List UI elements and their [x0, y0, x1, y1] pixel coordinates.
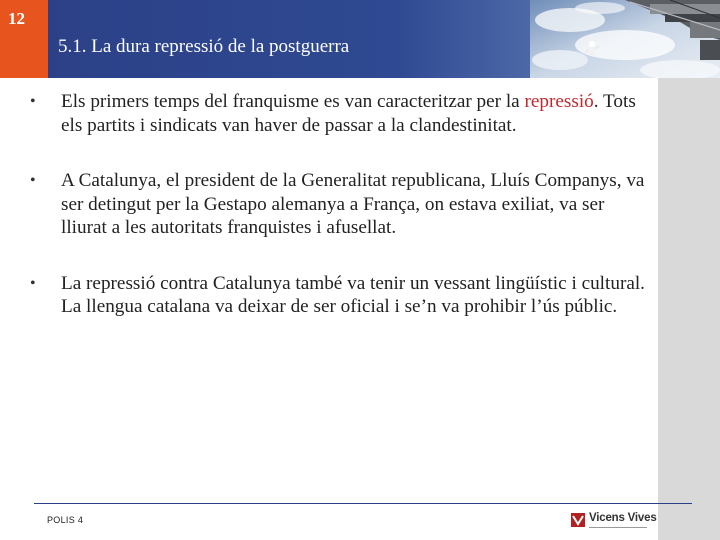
footer-divider — [34, 503, 692, 504]
side-strip — [658, 78, 720, 540]
bullet-text: A Catalunya, el president de la Generalitat republicana, Lluís Companys, va ser detingut per la Gestapo alemanya a França, on estava exiliat, va ser lliurat a les autoritats franquistes i afusellat. — [61, 170, 645, 238]
slide-number-box — [0, 0, 48, 78]
logo-underline — [589, 527, 647, 528]
bullet-dot-icon: • — [30, 274, 36, 292]
bullet-item — [30, 272, 652, 319]
bullet-text: La repressió contra Catalunya també va tenir un vessant lingüístic i cultural. La llengua catalana va deixar de ser oficial i se’n va prohibir l’ús públic. — [61, 272, 645, 317]
bullet-item — [30, 169, 652, 240]
footer-label: POLIS 4 — [47, 515, 84, 525]
bullet-dot-icon: • — [30, 93, 36, 110]
header-band — [0, 0, 720, 78]
slide-title: 5.1. La dura repressió de la postguerra — [58, 36, 350, 57]
logo-text: Vicens Vives — [589, 512, 657, 524]
bullet-text: Els primers temps del franquisme es van caracteritzar per la — [61, 91, 525, 112]
bullet-highlight: repressió — [524, 91, 594, 112]
bullet-item — [30, 90, 652, 137]
bullet-list — [30, 90, 652, 319]
vicens-vives-logo — [571, 511, 657, 533]
slide-number: 12 — [8, 9, 25, 28]
logo-mark-icon — [571, 513, 585, 527]
space-station-photo — [530, 0, 720, 78]
bullet-text-continued: . Tots els partits i sindicats van haver de passar a la clandestinitat. — [61, 91, 636, 136]
bullet-dot-icon: • — [30, 172, 36, 189]
